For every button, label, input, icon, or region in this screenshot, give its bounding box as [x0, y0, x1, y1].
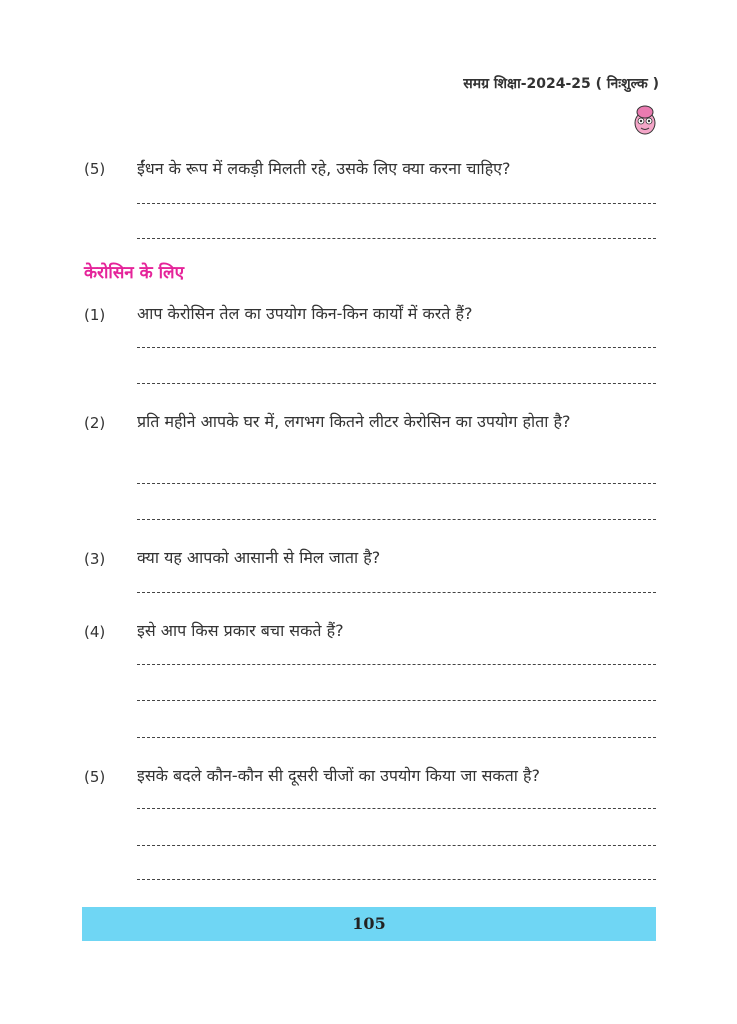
answer-line[interactable]	[137, 737, 656, 738]
answer-line[interactable]	[137, 483, 656, 484]
question-text: इसके बदले कौन-कौन सी दूसरी चीजों का उपयोग किया जा सकता है?	[137, 766, 541, 785]
question-number: (4)	[84, 623, 106, 641]
answer-line[interactable]	[137, 808, 656, 809]
answer-line[interactable]	[137, 700, 656, 701]
answer-line[interactable]	[137, 519, 656, 520]
question-number: (3)	[84, 550, 106, 568]
answer-line[interactable]	[137, 879, 656, 880]
question-number: (5)	[84, 160, 106, 178]
question-text: ईंधन के रूप में लकड़ी मिलती रहे, उसके लिए क्या करना चाहिए?	[137, 159, 511, 178]
question-number: (5)	[84, 768, 106, 786]
answer-line[interactable]	[137, 383, 656, 384]
section-title: केरोसिन के लिए	[84, 263, 184, 283]
answer-line[interactable]	[137, 664, 656, 665]
question-text: इसे आप किस प्रकार बचा सकते हैं?	[137, 621, 344, 640]
question-text: क्या यह आपको आसानी से मिल जाता है?	[137, 548, 381, 567]
answer-line[interactable]	[137, 592, 656, 593]
girl-mascot-icon	[632, 103, 658, 135]
answer-line[interactable]	[137, 203, 656, 204]
page-number: 105	[352, 914, 386, 933]
question-text: प्रति महीने आपके घर में, लगभग कितने लीटर केरोसिन का उपयोग होता है?	[137, 412, 571, 431]
answer-line[interactable]	[137, 238, 656, 239]
question-text: आप केरोसिन तेल का उपयोग किन-किन कार्यों में करते हैं?	[137, 304, 473, 323]
page-header-title: समग्र शिक्षा-2024-25 ( निःशुल्क )	[463, 76, 659, 92]
question-number: (2)	[84, 414, 106, 432]
question-number: (1)	[84, 306, 106, 324]
answer-line[interactable]	[137, 347, 656, 348]
footer-bar	[82, 907, 656, 941]
answer-line[interactable]	[137, 845, 656, 846]
